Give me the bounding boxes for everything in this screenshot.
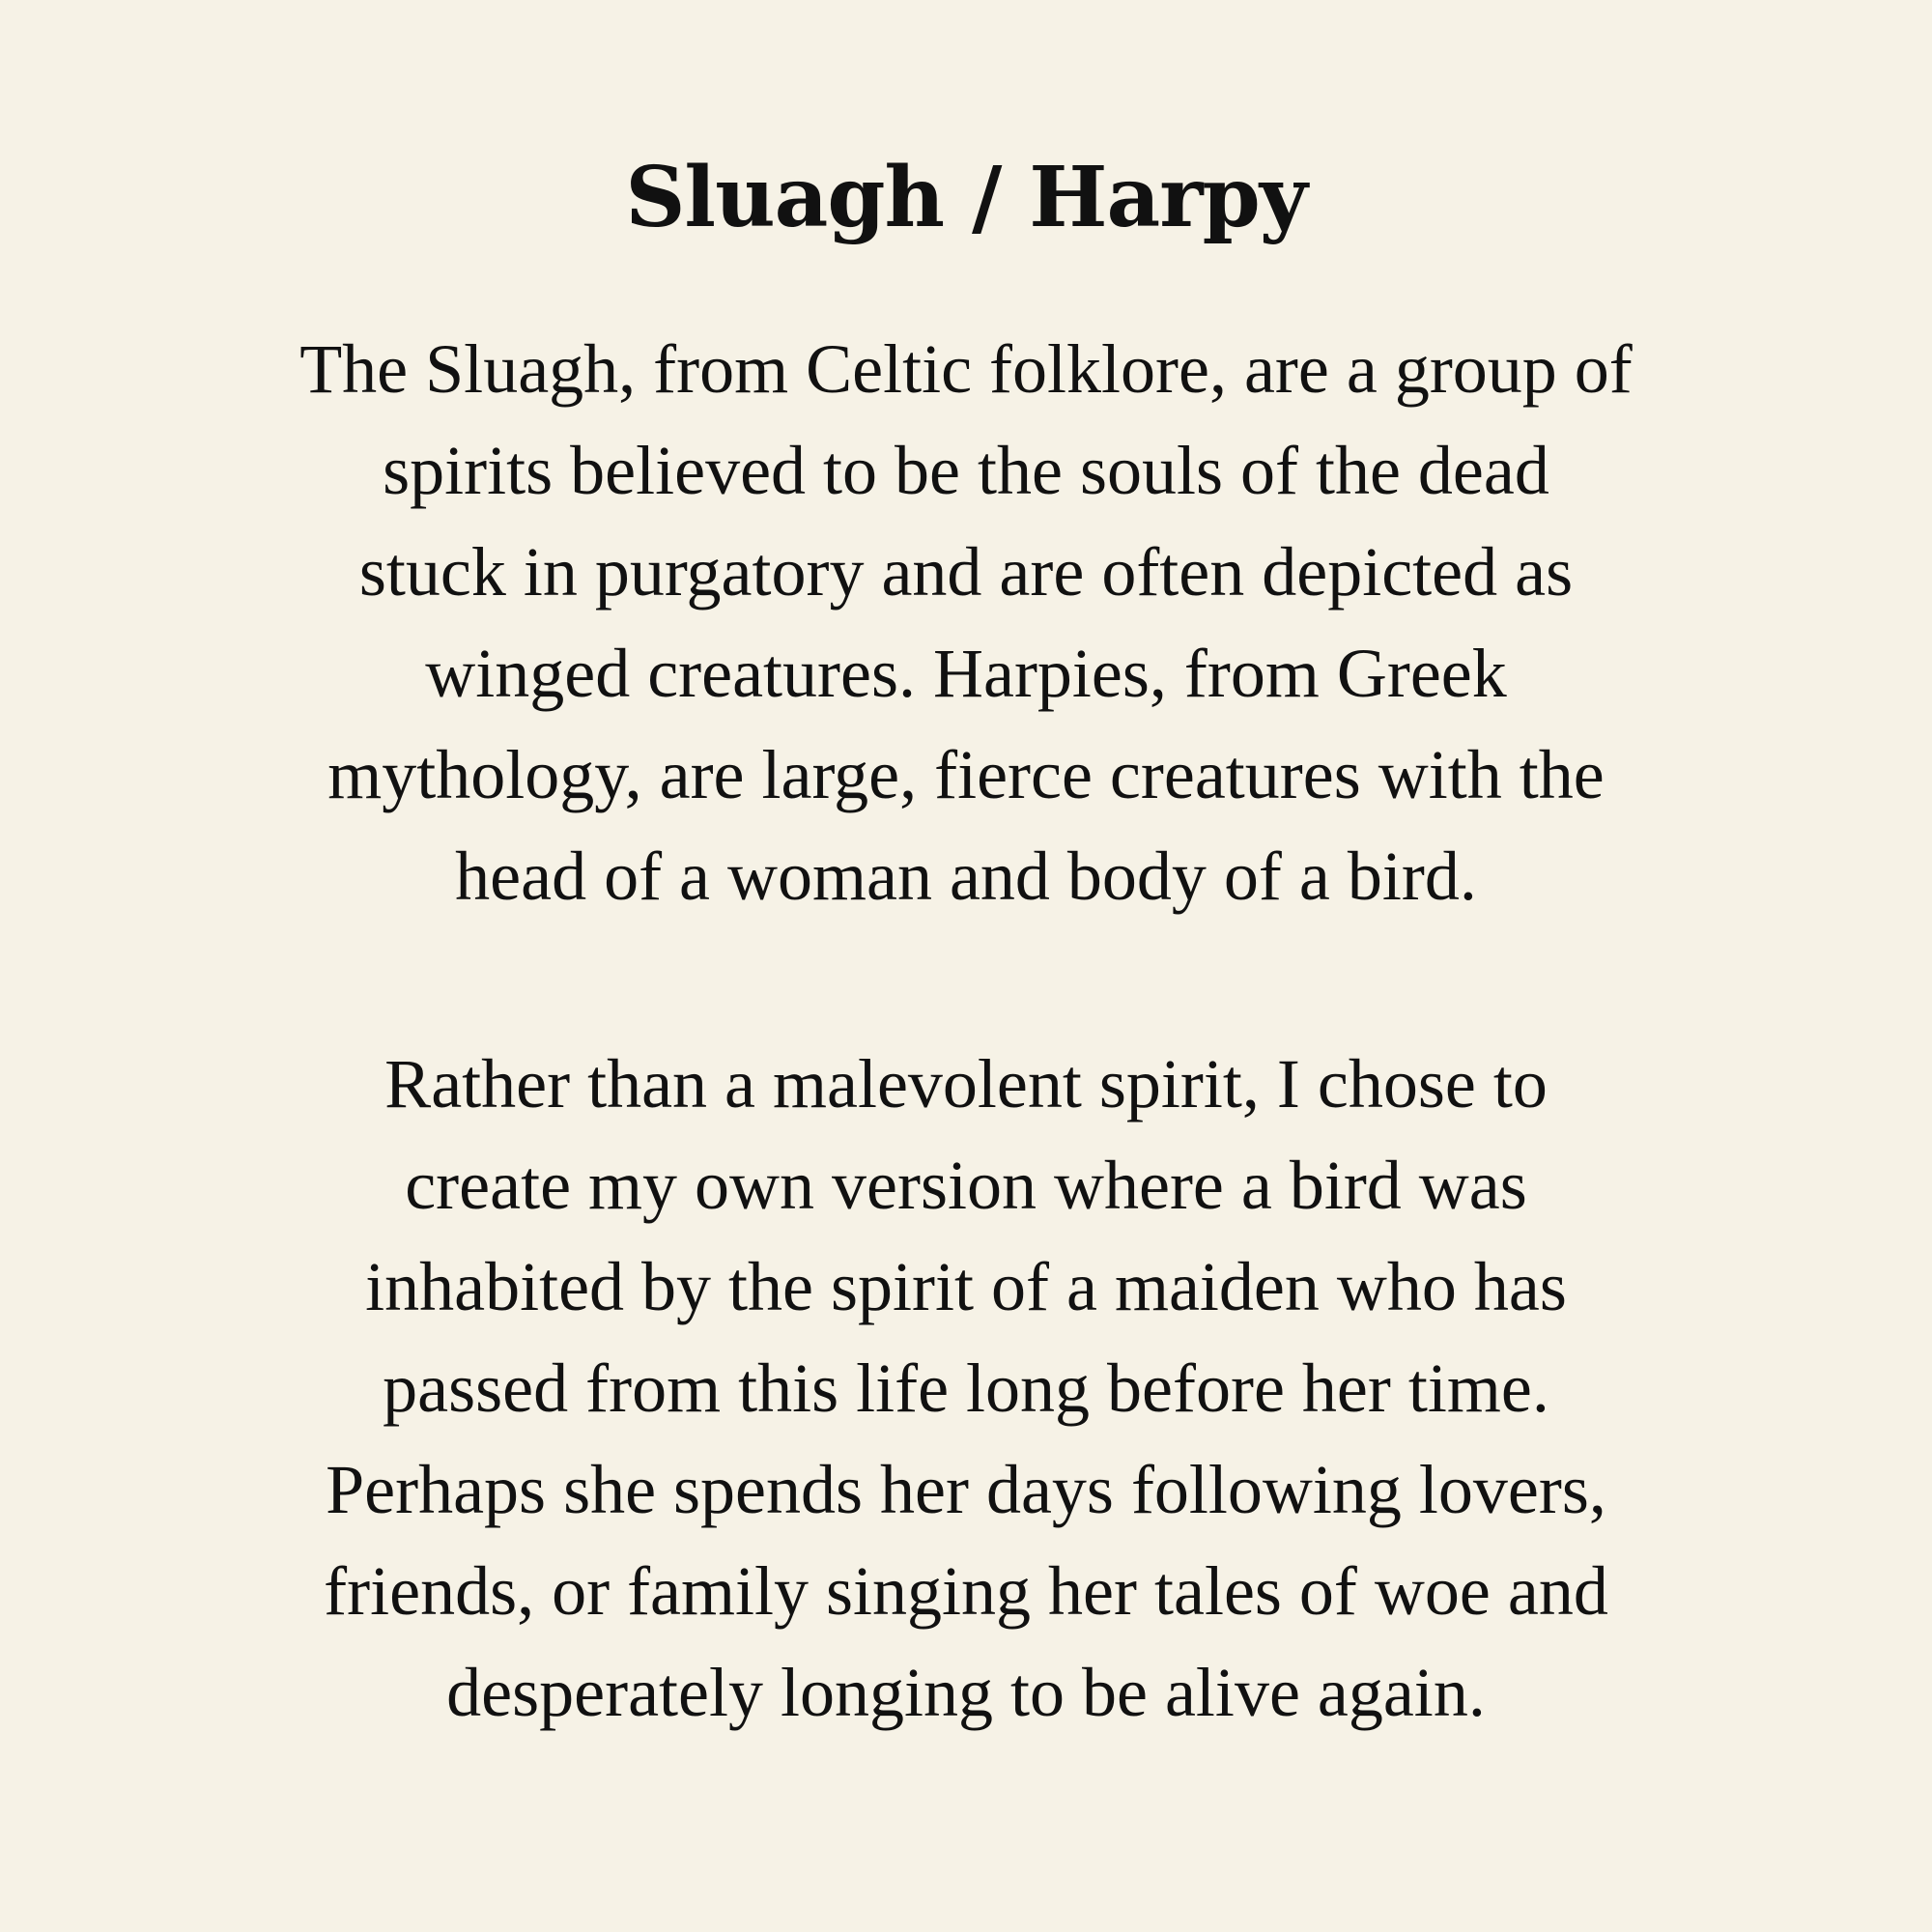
text-line: winged creatures. Harpies, from Greek bbox=[425, 635, 1507, 712]
text-line: friends, or family singing her tales of woe and bbox=[324, 1552, 1608, 1630]
text-line: mythology, are large, fierce creatures with the bbox=[327, 736, 1605, 813]
text-line: head of a woman and body of a bird. bbox=[455, 838, 1477, 915]
text-line: Rather than a malevolent spirit, I chose to bbox=[384, 1045, 1548, 1122]
text-line: spirits believed to be the souls of the dead bbox=[383, 432, 1549, 509]
text-line: create my own version where a bird was bbox=[405, 1147, 1527, 1224]
text-line: stuck in purgatory and are often depicted as bbox=[358, 533, 1574, 611]
page-title: Sluagh / Harpy bbox=[625, 149, 1307, 246]
paragraph-folklore bbox=[145, 319, 1787, 927]
text-line: The Sluagh, from Celtic folklore, are a group of bbox=[299, 330, 1633, 408]
text-line: inhabited by the spirit of a maiden who has bbox=[365, 1248, 1567, 1325]
text-line: desperately longing to be alive again. bbox=[446, 1654, 1486, 1731]
text-line: Perhaps she spends her days following lovers, bbox=[326, 1451, 1606, 1528]
text-line: passed from this life long before her time. bbox=[383, 1350, 1549, 1427]
paragraph-artist-version bbox=[145, 1034, 1787, 1744]
